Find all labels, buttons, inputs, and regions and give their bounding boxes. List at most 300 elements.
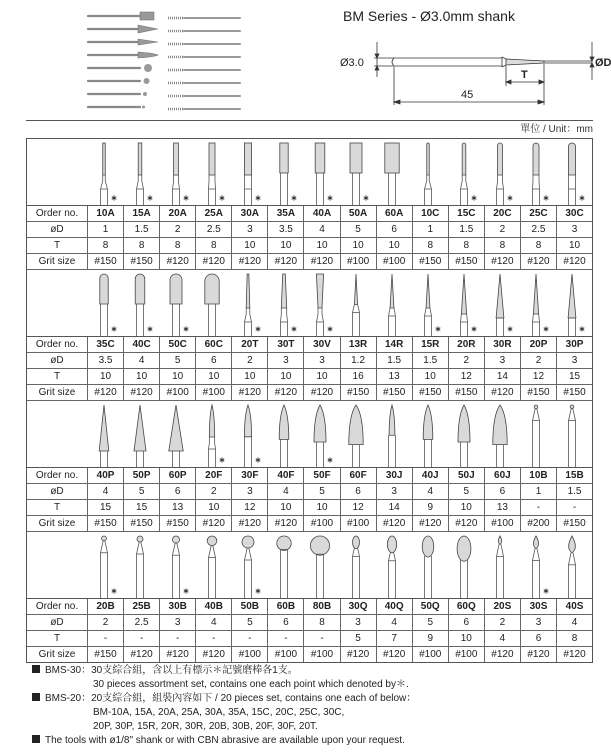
order-number-cell: 30A (232, 206, 268, 221)
assortment-star-icon (112, 588, 117, 593)
table-cell: #120 (485, 254, 521, 269)
table-cell: 10 (124, 369, 160, 384)
tool-drawing-60b (277, 536, 291, 598)
table-cell: 10 (341, 238, 377, 253)
table-cell: 3 (377, 484, 413, 499)
tip-length-label: T (521, 69, 528, 81)
order-number-cell: 30C (565, 208, 584, 219)
assortment-star-icon (472, 195, 477, 200)
tool-drawing-35a (280, 143, 296, 205)
table-cell: 8 (571, 633, 578, 644)
tool-drawing-20b (101, 536, 117, 598)
tool-drawing-row (27, 139, 592, 206)
assortment-star-icon (508, 326, 513, 331)
order-number-cell: 14R (377, 337, 413, 352)
table-cell: 16 (341, 369, 377, 384)
table-cell: 3.5 (88, 353, 124, 368)
tool-drawing-30t (281, 274, 297, 336)
table-cell: 10 (88, 369, 124, 384)
tool-drawing-50p (134, 405, 146, 467)
assortment-star-icon (184, 326, 189, 331)
order-number-cell: 20A (160, 206, 196, 221)
order-number-cell: 50C (160, 337, 196, 352)
bullet-square-icon (32, 665, 40, 673)
table-cell: #120 (413, 516, 449, 531)
header-divider (26, 120, 593, 121)
table-cell: 10 (413, 369, 449, 384)
tool-drawing-30b (172, 536, 188, 598)
note-custom (32, 734, 607, 748)
table-cell: 1.2 (341, 353, 377, 368)
assortment-star-icon (328, 457, 333, 462)
table-cell: 10 (304, 369, 340, 384)
assortment-star-icon (508, 195, 513, 200)
table-cell: #150 (88, 516, 124, 531)
row-label: T (27, 238, 88, 253)
note-code: BMS-20： (45, 693, 92, 704)
order-number-cell: 60A (377, 206, 413, 221)
table-cell: 5 (160, 353, 196, 368)
table-cell: 4 (485, 631, 521, 646)
table-cell: #120 (449, 516, 485, 531)
table-cell: 2 (485, 615, 521, 630)
note-zh: 30支綜合組，含以上有標示＊記號磨棒各1支。 (91, 665, 298, 676)
table-cell: 3 (304, 353, 340, 368)
table-cell: 6 (341, 484, 377, 499)
tool-drawing-60f (349, 405, 363, 467)
table-cell: #120 (196, 516, 232, 531)
series-title: BM Series - Ø3.0mm shank (343, 8, 515, 24)
tool-drawing-20t (245, 274, 261, 336)
tool-drawing-25c (533, 143, 549, 205)
table-cell: 4 (377, 615, 413, 630)
row-label: Grit size (27, 254, 88, 269)
table-row-diameter (27, 222, 592, 238)
table-cell: 3 (485, 353, 521, 368)
table-cell: 12 (232, 500, 268, 515)
tool-drawing-60c (205, 274, 219, 336)
row-label: øD (27, 353, 88, 368)
table-cell: #120 (377, 647, 413, 662)
table-cell: #120 (232, 516, 268, 531)
assortment-star-icon (328, 195, 333, 200)
table-cell: 8 (485, 238, 521, 253)
tool-drawing-30a (244, 143, 260, 205)
table-cell: #120 (160, 647, 196, 662)
table-cell: 13 (160, 500, 196, 515)
order-number-cell: 15C (449, 206, 485, 221)
row-label: øD (27, 222, 88, 237)
order-number-cell: 35C (88, 337, 124, 352)
tool-drawing-20r (461, 274, 477, 336)
assortment-star-icon (292, 326, 297, 331)
table-cell: #120 (88, 385, 124, 400)
order-number-cell: 10B (521, 468, 557, 483)
table-row-order (27, 206, 592, 222)
order-number-cell: 50A (341, 206, 377, 221)
table-section (27, 270, 592, 401)
order-number-cell: 40Q (377, 599, 413, 614)
order-number-cell: 50J (449, 468, 485, 483)
table-cell: 10 (160, 369, 196, 384)
order-number-cell: 30S (521, 599, 557, 614)
table-cell: #120 (563, 256, 586, 267)
table-cell: 1 (413, 222, 449, 237)
row-label: øD (27, 615, 88, 630)
table-cell: 10 (377, 238, 413, 253)
table-cell: 10 (268, 500, 304, 515)
table-cell: 8 (521, 238, 557, 253)
order-number-cell: 30B (160, 599, 196, 614)
assortment-star-icon (472, 326, 477, 331)
tool-drawing-20f (209, 405, 225, 467)
order-number-cell: 30V (304, 337, 340, 352)
table-row-grit (27, 254, 592, 270)
table-cell: 12 (521, 369, 557, 384)
table-cell: - (160, 631, 196, 646)
row-label: Order no. (27, 468, 88, 483)
tool-drawing-13r (353, 274, 360, 336)
table-row-order (27, 599, 592, 615)
table-cell: 6 (268, 615, 304, 630)
table-cell: #150 (341, 385, 377, 400)
table-row-diameter (27, 353, 592, 369)
assortment-star-icon (184, 588, 189, 593)
order-number-cell: 30T (268, 337, 304, 352)
table-cell: #120 (268, 516, 304, 531)
order-number-cell: 30Q (341, 599, 377, 614)
order-number-cell: 60P (160, 468, 196, 483)
table-cell: 10 (196, 500, 232, 515)
tool-drawing-25b (137, 536, 144, 598)
table-cell: #100 (377, 254, 413, 269)
order-number-cell: 20R (449, 337, 485, 352)
table-cell: 8 (304, 615, 340, 630)
table-cell: 4 (88, 484, 124, 499)
table-cell: 10 (268, 238, 304, 253)
table-cell: 3 (521, 615, 557, 630)
note-bms20 (32, 692, 607, 734)
tool-drawing-60q (457, 536, 471, 598)
table-cell: #120 (485, 647, 521, 662)
table-cell: 6 (521, 631, 557, 646)
order-number-cell: 40P (88, 468, 124, 483)
table-cell: 15 (568, 371, 581, 382)
table-cell: 9 (413, 500, 449, 515)
table-cell: 12 (341, 500, 377, 515)
tool-drawing-40c (135, 274, 152, 336)
table-cell: 4 (268, 484, 304, 499)
table-cell: 2 (449, 353, 485, 368)
row-label: Order no. (27, 599, 88, 614)
tool-drawing-10b (533, 405, 540, 467)
tool-drawing-25a (209, 143, 225, 205)
note-text: The tools with ø1/8" shank or with CBN abrasive are available upon your request. (45, 735, 405, 746)
table-cell: 3 (341, 615, 377, 630)
table-cell: 10 (449, 631, 485, 646)
assortment-star-icon (256, 195, 261, 200)
table-cell: 8 (196, 238, 232, 253)
table-cell: 1.5 (377, 353, 413, 368)
order-number-cell: 20S (485, 599, 521, 614)
table-cell: 8 (413, 238, 449, 253)
table-cell: 5 (341, 631, 377, 646)
order-number-cell: 30R (485, 337, 521, 352)
order-number-cell: 40B (196, 599, 232, 614)
note-code: BMS-30： (45, 665, 92, 676)
table-cell: #150 (413, 254, 449, 269)
tool-drawing-30j (389, 405, 396, 467)
tool-drawing-15b (569, 405, 576, 467)
assortment-star-icon (148, 326, 153, 331)
order-number-cell: 20B (88, 599, 124, 614)
table-cell: 4 (124, 353, 160, 368)
table-cell: #120 (196, 647, 232, 662)
bullet-square-icon (32, 693, 40, 701)
tool-drawing-30p (568, 274, 584, 336)
table-cell: 2 (160, 222, 196, 237)
row-label: Grit size (27, 385, 88, 400)
tool-drawing-50f (314, 405, 332, 467)
order-number-cell: 50F (304, 468, 340, 483)
order-number-cell: 60C (196, 337, 232, 352)
dimension-diagram (330, 30, 611, 115)
tool-drawing-15c (461, 143, 477, 205)
tool-drawing-row (27, 532, 592, 599)
table-cell: 3 (571, 224, 578, 235)
table-cell: #120 (341, 647, 377, 662)
table-cell: #100 (485, 516, 521, 531)
order-number-cell: 40F (268, 468, 304, 483)
assortment-star-icon (580, 326, 585, 331)
row-label: Order no. (27, 337, 88, 352)
assortment-star-icon (220, 457, 225, 462)
order-number-cell: 35A (268, 206, 304, 221)
table-cell: 6 (196, 353, 232, 368)
order-number-cell: 30F (232, 468, 268, 483)
tool-drawing-10c (425, 143, 432, 205)
table-cell: #200 (521, 516, 557, 531)
table-row-tip_length (27, 369, 592, 385)
table-cell: 10 (568, 240, 581, 251)
tool-drawing-row (27, 270, 592, 337)
row-label: Order no. (27, 206, 88, 221)
table-cell: 2.5 (124, 615, 160, 630)
table-cell: 7 (377, 631, 413, 646)
tool-drawing-40j (423, 405, 433, 467)
table-cell: 12 (449, 369, 485, 384)
table-cell: 2 (485, 222, 521, 237)
order-number-cell: 50B (232, 599, 268, 614)
table-cell: 8 (124, 238, 160, 253)
table-row-grit (27, 647, 592, 662)
assortment-star-icon (328, 326, 333, 331)
tool-drawing-20p (533, 274, 549, 336)
tool-drawing-40a (315, 143, 332, 205)
tool-drawing-50q (422, 536, 434, 598)
tool-drawing-60a (385, 143, 399, 205)
tool-drawing-row (27, 401, 592, 468)
table-cell: - (124, 631, 160, 646)
table-cell: 6 (449, 615, 485, 630)
table-section (27, 401, 592, 532)
table-cell: 2.5 (521, 222, 557, 237)
table-cell: #120 (268, 254, 304, 269)
tool-drawing-10a (101, 143, 117, 205)
assortment-star-icon (148, 195, 153, 200)
table-cell: #120 (232, 385, 268, 400)
order-number-cell: 60B (268, 599, 304, 614)
table-cell: 5 (124, 484, 160, 499)
table-cell: - (268, 631, 304, 646)
order-number-cell: 60F (341, 468, 377, 483)
tool-drawing-40b (207, 536, 217, 598)
table-cell: 10 (304, 500, 340, 515)
table-cell: #100 (196, 385, 232, 400)
table-cell: #120 (521, 647, 557, 662)
order-number-cell: 25C (521, 206, 557, 221)
table-cell: 13 (377, 369, 413, 384)
unit-label: 單位 / Unit：mm (520, 124, 593, 135)
table-cell: 2 (88, 615, 124, 630)
assortment-star-icon (364, 195, 369, 200)
tool-drawing-30r (496, 274, 512, 336)
order-number-cell: 30J (377, 468, 413, 483)
table-cell: 4 (196, 615, 232, 630)
tool-drawing-50b (242, 536, 260, 598)
table-cell: 10 (304, 238, 340, 253)
table-cell: #120 (124, 647, 160, 662)
order-number-cell: 25A (196, 206, 232, 221)
tool-drawing-50j (458, 405, 470, 467)
total-length-label: 45 (461, 89, 474, 101)
assortment-star-icon (544, 195, 549, 200)
order-number-cell: 10A (88, 206, 124, 221)
table-cell: #120 (304, 385, 340, 400)
table-cell: #120 (232, 254, 268, 269)
assortment-star-icon (256, 588, 261, 593)
table-cell: #100 (160, 385, 196, 400)
tip-diameter-label: ØD (595, 57, 611, 69)
order-number-cell: 60J (485, 468, 521, 483)
table-cell: 6 (160, 484, 196, 499)
table-cell: - (196, 631, 232, 646)
table-cell: 8 (160, 238, 196, 253)
table-cell: #150 (449, 254, 485, 269)
table-cell: 15 (88, 500, 124, 515)
table-cell: #120 (160, 254, 196, 269)
table-cell: 4 (304, 222, 340, 237)
spec-table (26, 138, 593, 663)
table-cell: 13 (485, 500, 521, 515)
order-number-cell: 50Q (413, 599, 449, 614)
assortment-star-icon (256, 457, 261, 462)
note-en: 30 pieces assortment set, contains one each point which denoted by＊. (93, 679, 409, 690)
assortment-star-icon (580, 195, 585, 200)
assortment-star-icon (256, 326, 261, 331)
table-cell: 1.5 (124, 222, 160, 237)
tool-drawing-60p (169, 405, 183, 467)
table-cell: 10 (449, 500, 485, 515)
assortment-star-icon (112, 326, 117, 331)
order-number-cell: 40C (124, 337, 160, 352)
tool-drawing-50a (350, 143, 368, 205)
order-number-cell: 20P (521, 337, 557, 352)
tool-drawing-60j (493, 405, 507, 467)
tool-drawing-40s (569, 536, 576, 598)
table-cell: #120 (268, 385, 304, 400)
assortment-star-icon (112, 195, 117, 200)
table-cell: #150 (124, 254, 160, 269)
order-number-cell: 25B (124, 599, 160, 614)
table-cell: 1.5 (413, 353, 449, 368)
row-label: T (27, 500, 88, 515)
notes (32, 664, 607, 748)
table-cell: #150 (563, 387, 586, 398)
table-cell: 8 (449, 238, 485, 253)
assortment-star-icon (544, 326, 549, 331)
table-cell: #100 (268, 647, 304, 662)
table-cell: #150 (160, 516, 196, 531)
tool-drawing-30f (244, 405, 260, 467)
row-label: T (27, 369, 88, 384)
order-number-cell: 20T (232, 337, 268, 352)
table-cell: 10 (232, 238, 268, 253)
tool-drawing-30s (533, 536, 549, 598)
table-cell: 5 (449, 484, 485, 499)
row-label: øD (27, 484, 88, 499)
order-number-cell: 40S (565, 601, 584, 612)
tool-drawing-40p (99, 405, 109, 467)
assortment-star-icon (184, 195, 189, 200)
table-cell: #150 (413, 385, 449, 400)
note-en: 20P, 30P, 15R, 20R, 30R, 20B, 30B, 20F, 30F, 20T. (93, 721, 318, 732)
table-cell: 4 (571, 617, 578, 628)
table-cell: 10 (232, 369, 268, 384)
table-cell: #120 (521, 254, 557, 269)
table-row-grit (27, 516, 592, 532)
table-section (27, 139, 592, 270)
table-cell: 4 (413, 484, 449, 499)
table-cell: 10 (268, 369, 304, 384)
table-row-diameter (27, 615, 592, 631)
note-bms30 (32, 664, 607, 692)
tool-drawing-30q (353, 536, 360, 598)
table-cell: 1.5 (567, 486, 582, 497)
table-cell: 3 (232, 222, 268, 237)
table-cell: #100 (341, 254, 377, 269)
table-cell: - (304, 631, 340, 646)
table-cell: 10 (196, 369, 232, 384)
table-cell: 8 (88, 238, 124, 253)
table-cell: #100 (449, 647, 485, 662)
assortment-star-icon (544, 588, 549, 593)
assortment-star-icon (220, 195, 225, 200)
order-number-cell: 80B (304, 599, 340, 614)
table-cell: 5 (413, 615, 449, 630)
order-number-cell: 40J (413, 468, 449, 483)
order-number-cell: 30P (565, 339, 584, 350)
table-cell: 2.5 (196, 222, 232, 237)
table-section (27, 532, 592, 662)
order-number-cell: 20C (485, 206, 521, 221)
table-cell: - (88, 631, 124, 646)
table-cell: 3.5 (268, 222, 304, 237)
table-cell: - (232, 631, 268, 646)
table-row-order (27, 337, 592, 353)
table-cell: 3 (268, 353, 304, 368)
tool-drawing-40q (387, 536, 396, 598)
